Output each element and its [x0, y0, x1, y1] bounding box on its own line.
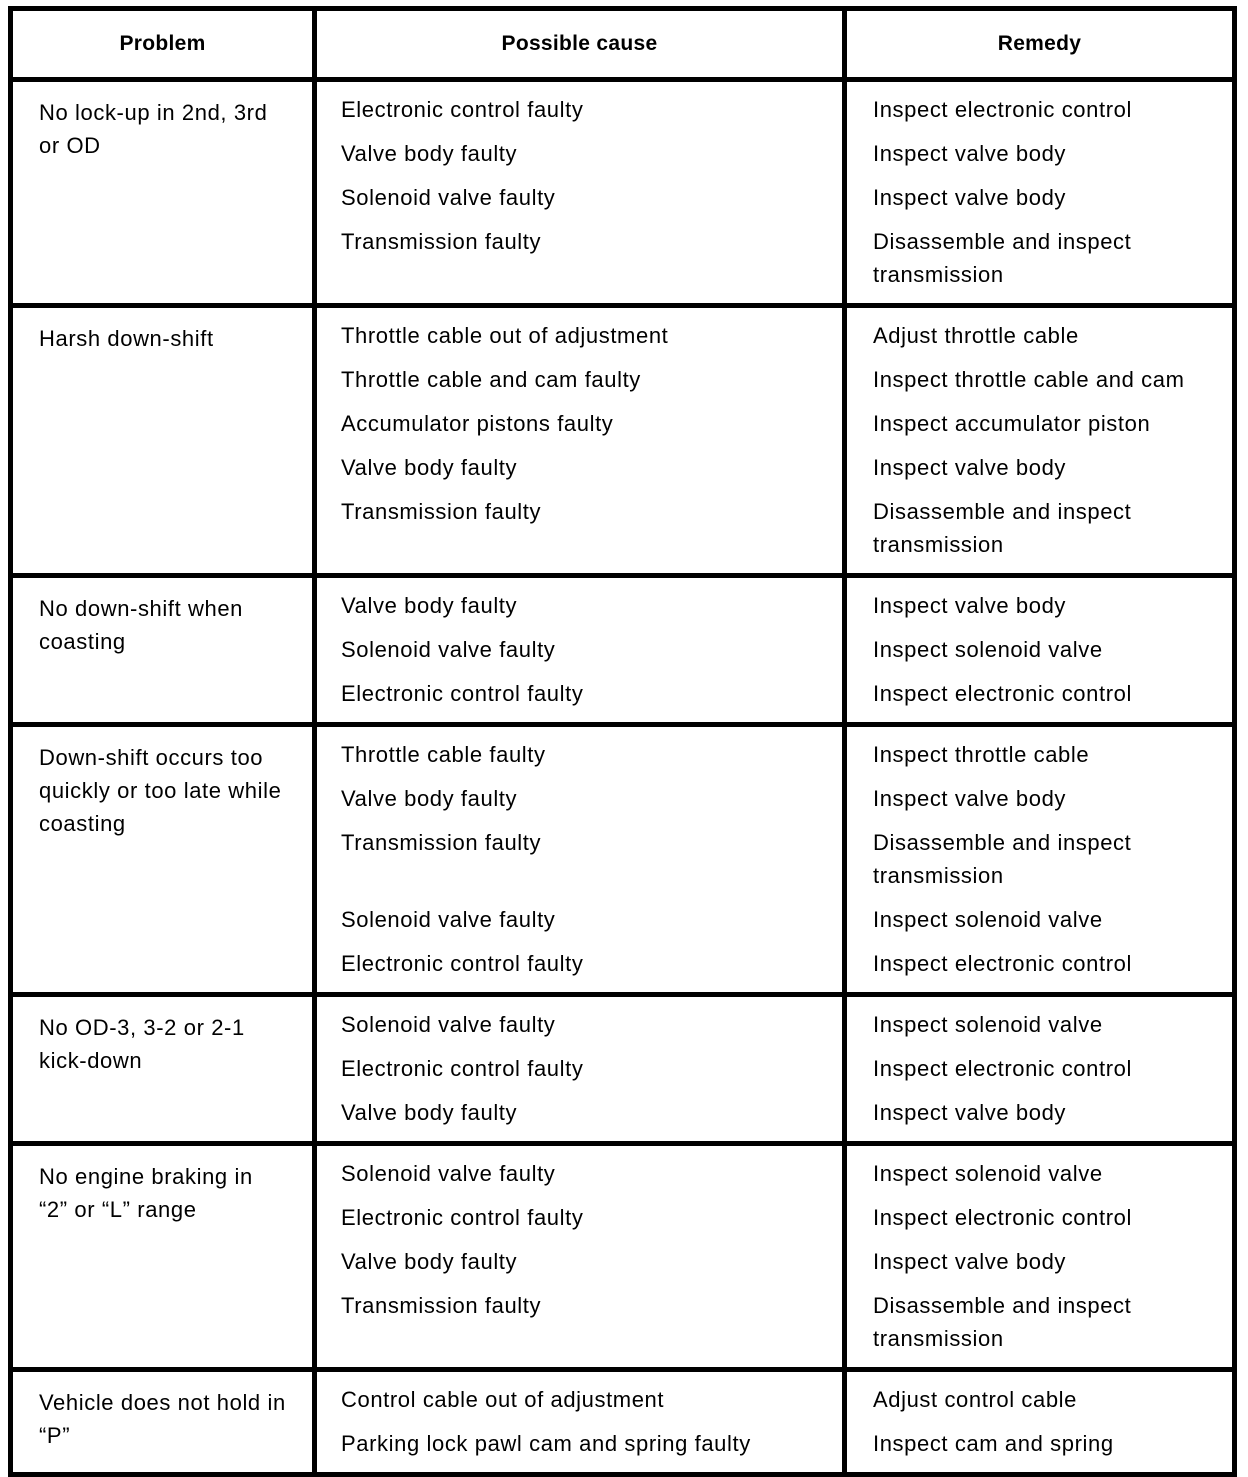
remedy-item: Inspect throttle cable and cam: [873, 367, 1185, 392]
remedy-item: Inspect accumulator piston: [873, 411, 1151, 436]
cause-item: Electronic control faulty: [341, 1205, 584, 1230]
remedy-cell: [845, 306, 1235, 576]
remedy-item: Inspect valve body: [873, 1249, 1067, 1274]
remedy-item: Inspect electronic control: [873, 97, 1132, 122]
remedy-item: Inspect electronic control: [873, 1056, 1132, 1081]
problem-cell: [11, 1370, 315, 1475]
remedy-item: Inspect valve body: [873, 141, 1067, 166]
remedy-item: Inspect solenoid valve: [873, 637, 1103, 662]
cause-list: [317, 997, 842, 1141]
possible-cause-cell: [315, 80, 845, 306]
remedy-cell: [845, 80, 1235, 306]
remedy-cell: [845, 995, 1235, 1144]
cause-item: Valve body faulty: [341, 1249, 518, 1274]
remedy-list: [847, 82, 1232, 303]
remedy-item: Inspect solenoid valve: [873, 1161, 1103, 1186]
remedy-item: Inspect electronic control: [873, 1205, 1132, 1230]
remedy-cell: [845, 725, 1235, 995]
problem-text: No lock-up in 2nd, 3rd or OD: [39, 100, 268, 158]
remedy-item: Disassemble and inspect transmission: [873, 830, 1132, 888]
cause-item: Solenoid valve faulty: [341, 185, 556, 210]
table-row: [11, 80, 1235, 306]
cause-item: Electronic control faulty: [341, 97, 584, 122]
remedy-list: [847, 1146, 1232, 1367]
table-row: [11, 725, 1235, 995]
problem-text: Down-shift occurs too quickly or too late while coasting: [39, 745, 282, 836]
remedy-item: Disassemble and inspect transmission: [873, 1293, 1132, 1351]
header-possible-cause: Possible cause: [315, 9, 845, 80]
remedy-list: [847, 578, 1232, 722]
problem-cell: [11, 725, 315, 995]
problem-cell: [11, 1144, 315, 1370]
cause-list: [317, 82, 842, 303]
cause-list: [317, 727, 842, 992]
remedy-list: [847, 727, 1232, 992]
header-row: [11, 9, 1235, 80]
table-row: [11, 576, 1235, 725]
problem-cell: [11, 80, 315, 306]
remedy-item: Adjust control cable: [873, 1387, 1077, 1412]
cause-item: Solenoid valve faulty: [341, 1161, 556, 1186]
remedy-item: Adjust throttle cable: [873, 323, 1079, 348]
problem-text: Vehicle does not hold in “P”: [39, 1390, 286, 1448]
remedy-item: Inspect valve body: [873, 786, 1067, 811]
remedy-item: Inspect valve body: [873, 185, 1067, 210]
remedy-item: Inspect valve body: [873, 1100, 1067, 1125]
remedy-item: Inspect throttle cable: [873, 742, 1090, 767]
possible-cause-cell: [315, 725, 845, 995]
cause-item: Valve body faulty: [341, 593, 518, 618]
remedy-item: Disassemble and inspect transmission: [873, 499, 1132, 557]
cause-item: Control cable out of adjustment: [341, 1387, 665, 1412]
cause-item: Solenoid valve faulty: [341, 1012, 556, 1037]
problem-text: No down-shift when coasting: [39, 596, 244, 654]
problem-text: No engine braking in “2” or “L” range: [39, 1164, 253, 1222]
table-row: [11, 306, 1235, 576]
remedy-cell: [845, 1370, 1235, 1475]
possible-cause-cell: [315, 306, 845, 576]
troubleshooting-table: [8, 6, 1237, 1477]
table-body: [11, 80, 1235, 1475]
header-problem: Problem: [11, 9, 315, 80]
cause-item: Valve body faulty: [341, 455, 518, 480]
possible-cause-cell: [315, 1370, 845, 1475]
possible-cause-cell: [315, 995, 845, 1144]
possible-cause-cell: [315, 1144, 845, 1370]
cause-item: Accumulator pistons faulty: [341, 411, 614, 436]
remedy-item: Inspect solenoid valve: [873, 907, 1103, 932]
cause-item: Parking lock pawl cam and spring faulty: [341, 1431, 751, 1456]
cause-list: [317, 578, 842, 722]
cause-item: Valve body faulty: [341, 786, 518, 811]
table-row: [11, 995, 1235, 1144]
cause-item: Valve body faulty: [341, 1100, 518, 1125]
cause-item: Valve body faulty: [341, 141, 518, 166]
remedy-item: Disassemble and inspect transmission: [873, 229, 1132, 287]
cause-item: Transmission faulty: [341, 229, 542, 254]
problem-cell: [11, 306, 315, 576]
table-row: [11, 1370, 1235, 1475]
remedy-item: Inspect valve body: [873, 593, 1067, 618]
problem-text: Harsh down-shift: [39, 326, 214, 351]
remedy-item: Inspect electronic control: [873, 951, 1132, 976]
remedy-item: Inspect solenoid valve: [873, 1012, 1103, 1037]
header-remedy: Remedy: [845, 9, 1235, 80]
cause-item: Transmission faulty: [341, 1293, 542, 1318]
cause-item: Throttle cable and cam faulty: [341, 367, 641, 392]
remedy-list: [847, 308, 1232, 573]
remedy-item: Inspect valve body: [873, 455, 1067, 480]
remedy-cell: [845, 576, 1235, 725]
remedy-item: Inspect electronic control: [873, 681, 1132, 706]
problem-text: No OD-3, 3-2 or 2-1 kick-down: [39, 1015, 245, 1073]
cause-item: Transmission faulty: [341, 499, 542, 524]
remedy-list: [847, 1372, 1232, 1472]
problem-cell: [11, 995, 315, 1144]
cause-item: Solenoid valve faulty: [341, 637, 556, 662]
cause-item: Throttle cable out of adjustment: [341, 323, 669, 348]
problem-cell: [11, 576, 315, 725]
cause-item: Transmission faulty: [341, 830, 542, 855]
table-row: [11, 1144, 1235, 1370]
remedy-cell: [845, 1144, 1235, 1370]
table-header: [11, 9, 1235, 80]
cause-list: [317, 1146, 842, 1367]
possible-cause-cell: [315, 576, 845, 725]
cause-item: Electronic control faulty: [341, 1056, 584, 1081]
cause-item: Electronic control faulty: [341, 681, 584, 706]
remedy-item: Inspect cam and spring: [873, 1431, 1114, 1456]
remedy-list: [847, 997, 1232, 1141]
cause-list: [317, 308, 842, 573]
cause-item: Solenoid valve faulty: [341, 907, 556, 932]
cause-list: [317, 1372, 842, 1472]
cause-item: Electronic control faulty: [341, 951, 584, 976]
cause-item: Throttle cable faulty: [341, 742, 546, 767]
